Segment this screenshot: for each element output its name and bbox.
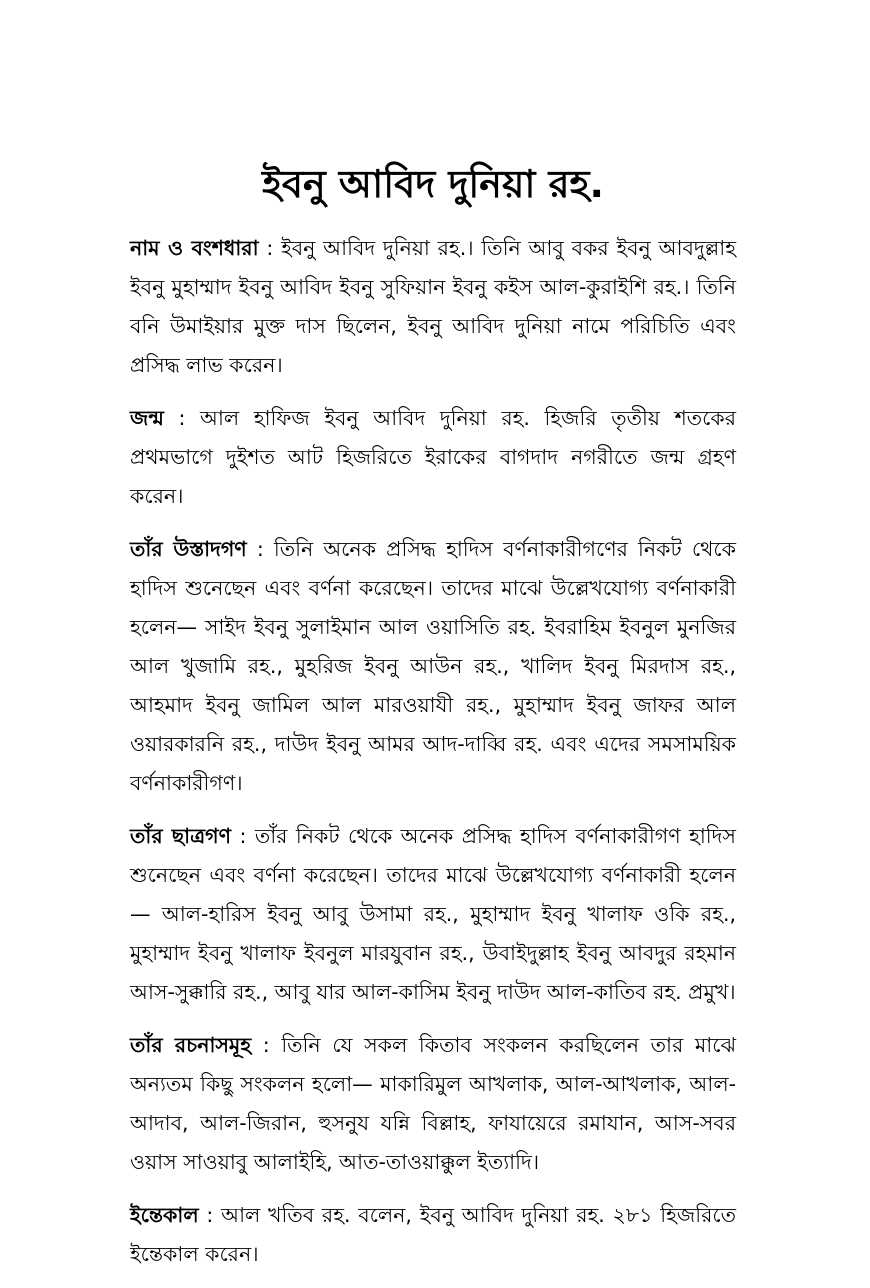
section-text: ইবনু আবিদ দুনিয়া রহ.। তিনি আবু বকর ইবনু আবদুল্লাহ ইবনু মুহাম্মাদ ইবনু আবিদ ইবনু সুফিয়ান ইবনু কইস আল-কুরাইশি রহ.। তিনি বনি উমাইয়ার মুক্ত দাস ছিলেন, ইবনু আবিদ দুনিয়া নামে পরিচিতি এবং প্রসিদ্ধ লাভ করেন। [130,236,736,378]
section-separator: : [163,406,201,431]
section-separator: : [246,537,274,562]
section-text: তাঁর নিকট থেকে অনেক প্রসিদ্ধ হাদিস বর্ণনাকারীগণ হাদিস শুনেছেন এবং বর্ণনা করেছেন। তাদের মাঝে উল্লেখযোগ্য বর্ণনাকারী হলেন— আল-হারিস ইবনু আবু উসামা রহ., মুহাম্মাদ ইবনু খালাফ ওকি রহ., মুহাম্মাদ ইবনু খালাফ ইবনুল মারযুবান রহ., উবাইদুল্লাহ ইবনু আবদুর রহমান আস-সুক্কারি রহ., আবু যার আল-কাসিম ইবনু দাউদ আল-কাতিব রহ. প্রমুখ। [130,824,736,1005]
section-separator: : [258,236,282,261]
section-separator: : [198,1203,222,1228]
section-heading: তাঁর ছাত্রগণ [130,824,231,849]
section-text: আল হাফিজ ইবনু আবিদ দুনিয়া রহ. হিজরি তৃতীয় শতকের প্রথমভাগে দুইশত আট হিজরিতে ইরাকের বাগদাদ নগরীতে জন্ম গ্রহণ করেন। [130,406,736,509]
section-heading: তাঁর রচনাসমূহ [130,1033,252,1058]
section-separator: : [230,824,255,849]
page-title: ইবনু আবিদ দুনিয়া রহ. [262,162,604,206]
section-text: তিনি অনেক প্রসিদ্ধ হাদিস বর্ণনাকারীগণের নিকট থেকে হাদিস শুনেছেন এবং বর্ণনা করেছেন। তাদের মাঝে উল্লেখযোগ্য বর্ণনাকারী হলেন— সাইদ ইবনু সুলাইমান আল ওয়াসিতি রহ. ইবরাহিম ইবনুল মুনজির আল খুজামি রহ., মুহরিজ ইবনু আউন রহ., খালিদ ইবনু মিরদাস রহ., আহমাদ ইবনু জামিল আল মারওয়াযী রহ., মুহাম্মাদ ইবনু জাফর আল ওয়ারকারনি রহ., দাউদ ইবনু আমর আদ-দাব্বি রহ. এবং এদের সমসাময়িক বর্ণনাকারীগণ। [130,537,736,796]
section-birth [130,399,736,516]
section-text: তিনি যে সকল কিতাব সংকলন করছিলেন তার মাঝে অন্যতম কিছু সংকলন হলো— মাকারিমুল আখলাক, আল-আখলাক, আল-আদাব, আল-জিরান, হুসনুয যন্নি বিল্লাহ, ফাযায়েরে রমাযান, আস-সবর ওয়াস সাওয়াবু আলাইহি, আত-তাওয়াক্কুল ইত্যাদি। [130,1033,736,1175]
section-teachers [130,530,736,803]
section-heading: তাঁর উস্তাদগণ [130,537,247,562]
section-name-lineage [130,229,736,385]
section-students [130,817,736,1012]
section-text: আল খতিব রহ. বলেন, ইবনু আবিদ দুনিয়া রহ. ২৮১ হিজরিতে ইন্তেকাল করেন। [130,1203,736,1267]
section-heading: নাম ও বংশধারা [130,236,259,261]
section-heading: ইন্তেকাল [130,1203,199,1228]
document-page [130,160,736,1288]
section-works [130,1026,736,1182]
section-separator: : [251,1033,282,1058]
section-death [130,1196,736,1274]
section-heading: জন্ম [130,406,164,431]
